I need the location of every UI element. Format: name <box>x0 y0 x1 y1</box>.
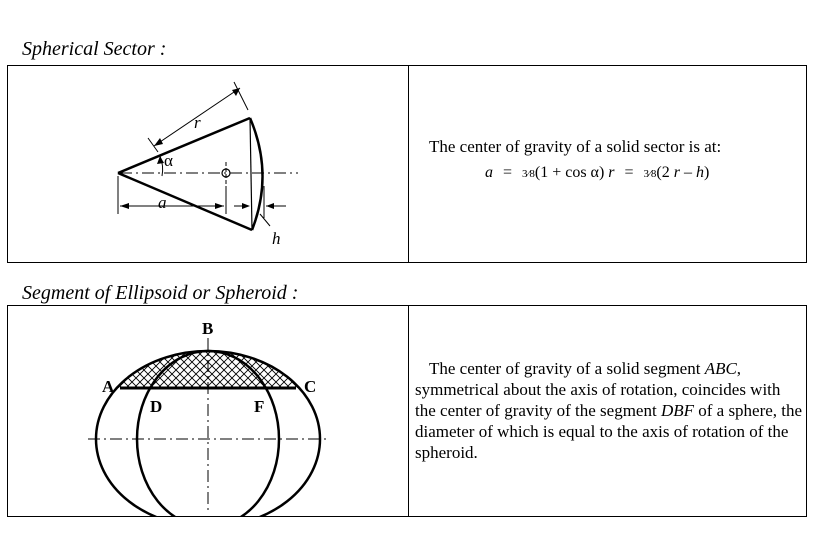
spherical-sector-text-cell <box>409 66 806 262</box>
spherical-sector-box <box>7 65 807 263</box>
ellipsoid-segment-diagram-cell <box>8 306 408 516</box>
section-heading-spherical-sector: Spherical Sector : <box>22 38 167 60</box>
label-a: a <box>158 193 167 212</box>
section-heading-ellipsoid-segment: Segment of Ellipsoid or Spheroid : <box>22 282 299 304</box>
formula-h: h <box>695 164 704 181</box>
description-part-2: , symmetrical about the axis of rotation, coincides with the center of gravity of the segment <box>415 359 781 420</box>
formula-lhs: a <box>485 164 493 181</box>
a-arrow-right <box>215 203 224 209</box>
formula-minus: – <box>683 164 692 181</box>
formula-r-2: r <box>673 164 680 181</box>
h-arrow-right <box>266 203 274 209</box>
spherical-sector-description: The center of gravity of a solid sector is at: <box>429 137 722 156</box>
ellipsoid-segment-description <box>415 358 805 463</box>
formula-fraction-2: 3⁄8 <box>643 168 657 180</box>
ellipsoid-segment-box <box>7 305 807 517</box>
description-abc: ABC <box>704 359 737 378</box>
label-h: h <box>272 229 281 248</box>
sector-chord <box>250 118 252 230</box>
formula-close-paren: ) <box>703 164 710 181</box>
spherical-sector-diagram-cell <box>8 66 408 262</box>
formula-r: r <box>608 164 615 181</box>
description-part-3: of a sphere, the diameter of which is equal to the axis of rotation of the spheroid. <box>415 401 803 462</box>
spherical-sector-formula <box>485 164 709 182</box>
formula-fraction-1: 3⁄8 <box>522 168 535 180</box>
label-alpha: α <box>164 151 173 170</box>
description-part-1: The center of gravity of a solid segment <box>429 359 705 378</box>
label-B: B <box>202 319 214 338</box>
r-extension-end <box>234 82 248 110</box>
formula-equals-2: = <box>624 164 634 181</box>
formula-open-paren: (2 <box>656 164 670 181</box>
sector-lower-edge <box>118 173 252 230</box>
h-leader-line <box>260 214 270 226</box>
formula-cos-term: (1 + cos α) <box>534 164 605 181</box>
ellipsoid-segment-text-cell <box>409 306 806 516</box>
formula-equals-1: = <box>503 164 513 181</box>
r-arrow-start <box>154 138 163 146</box>
label-r: r <box>194 113 201 132</box>
h-arrow-left <box>242 203 250 209</box>
label-F: F <box>254 397 265 416</box>
ellipsoid-segment-diagram <box>8 306 408 516</box>
description-dbf: DBF <box>660 401 694 420</box>
label-C: C <box>304 377 317 396</box>
a-arrow-left <box>120 203 129 209</box>
label-A: A <box>102 377 115 396</box>
label-D: D <box>150 397 163 416</box>
spherical-sector-diagram <box>8 66 408 262</box>
